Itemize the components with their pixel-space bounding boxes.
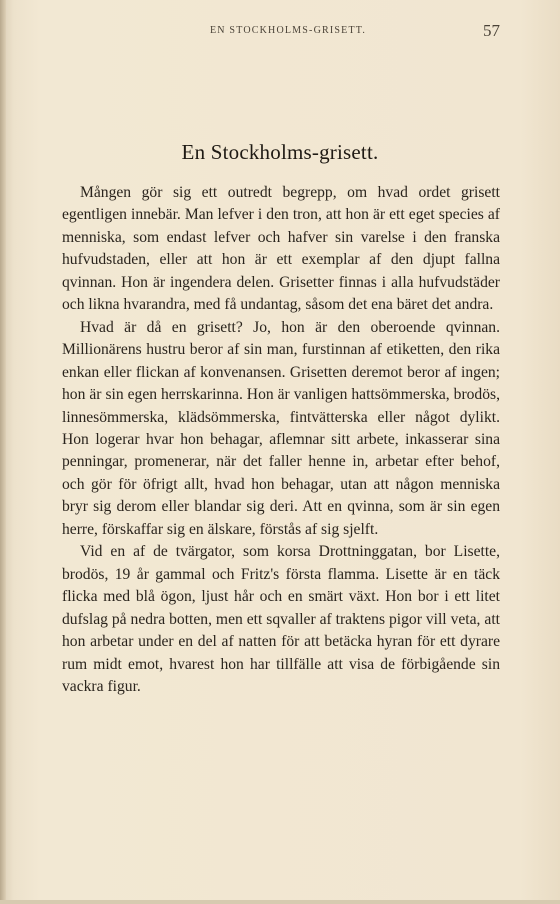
running-head	[72, 21, 500, 41]
chapter-title: En Stockholms-grisett.	[181, 140, 379, 164]
paragraph-2: Hvad är då en grisett? Jo, hon är den oberoende qvinnan. Millionärens hustru beror af sin man, furstinnan af etiketten, den rika enkan eller flickan af konvenansen. Grisetten deremot beror af ingen; hon är sin egen herrskarinna. Hon är vanligen hattsömmerska, brodös, linnesömmerska, klädsömmerska, fintvätterska eller något dylikt. Hon logerar hvar hon behagar, aflemnar sitt arbete, inkasserar sina penningar, promenerar, när det faller henne in, arbetar efter behof, och gör för öfrigt allt, hvad hon behagar, utan att någon menniska bryr sig derom eller blandar sig deri. Att en qvinna, som är sin egen herre, förskaffar sig en älskare, förstås af sig sjelft.	[62, 318, 500, 538]
page-number: 57	[483, 21, 500, 40]
page-spine-shadow	[0, 0, 6, 904]
paragraph-3: Vid en af de tvärgator, som korsa Drottninggatan, bor Lisette, brodös, 19 år gammal och Fritz's första flamma. Lisette är en täck flicka med blå ögon, ljust hår och en smärt växt. Hon bor i ett litet dufslag på nedra botten, men ett sqvaller af traktens pigor vill veta, att hon arbetar under en del af natten för att betäcka hyran för ett dyrare rum midt emot, hvarest hon har tillfälle att visa de förbigående sin vackra figur.	[62, 543, 500, 695]
paragraph-1: Mången gör sig ett outredt begrepp, om hvad ordet grisett egentligen innebär. Man lefver i den tron, att hon är ett eget species af menniska, som endast lefver och hafver sin varelse i den franska hufvudstaden, eller att hon är ett exemplar af den djupt fallna qvinnan. Hon är ingendera delen. Grisetter finnas i alla hufvudstäder och likna hvarandra, med få undantag, såsom det ena bäret det andra.	[62, 184, 500, 314]
running-title: EN STOCKHOLMS-GRISETT.	[210, 25, 367, 36]
body-text	[62, 182, 500, 698]
page-bottom-edge	[0, 900, 560, 904]
